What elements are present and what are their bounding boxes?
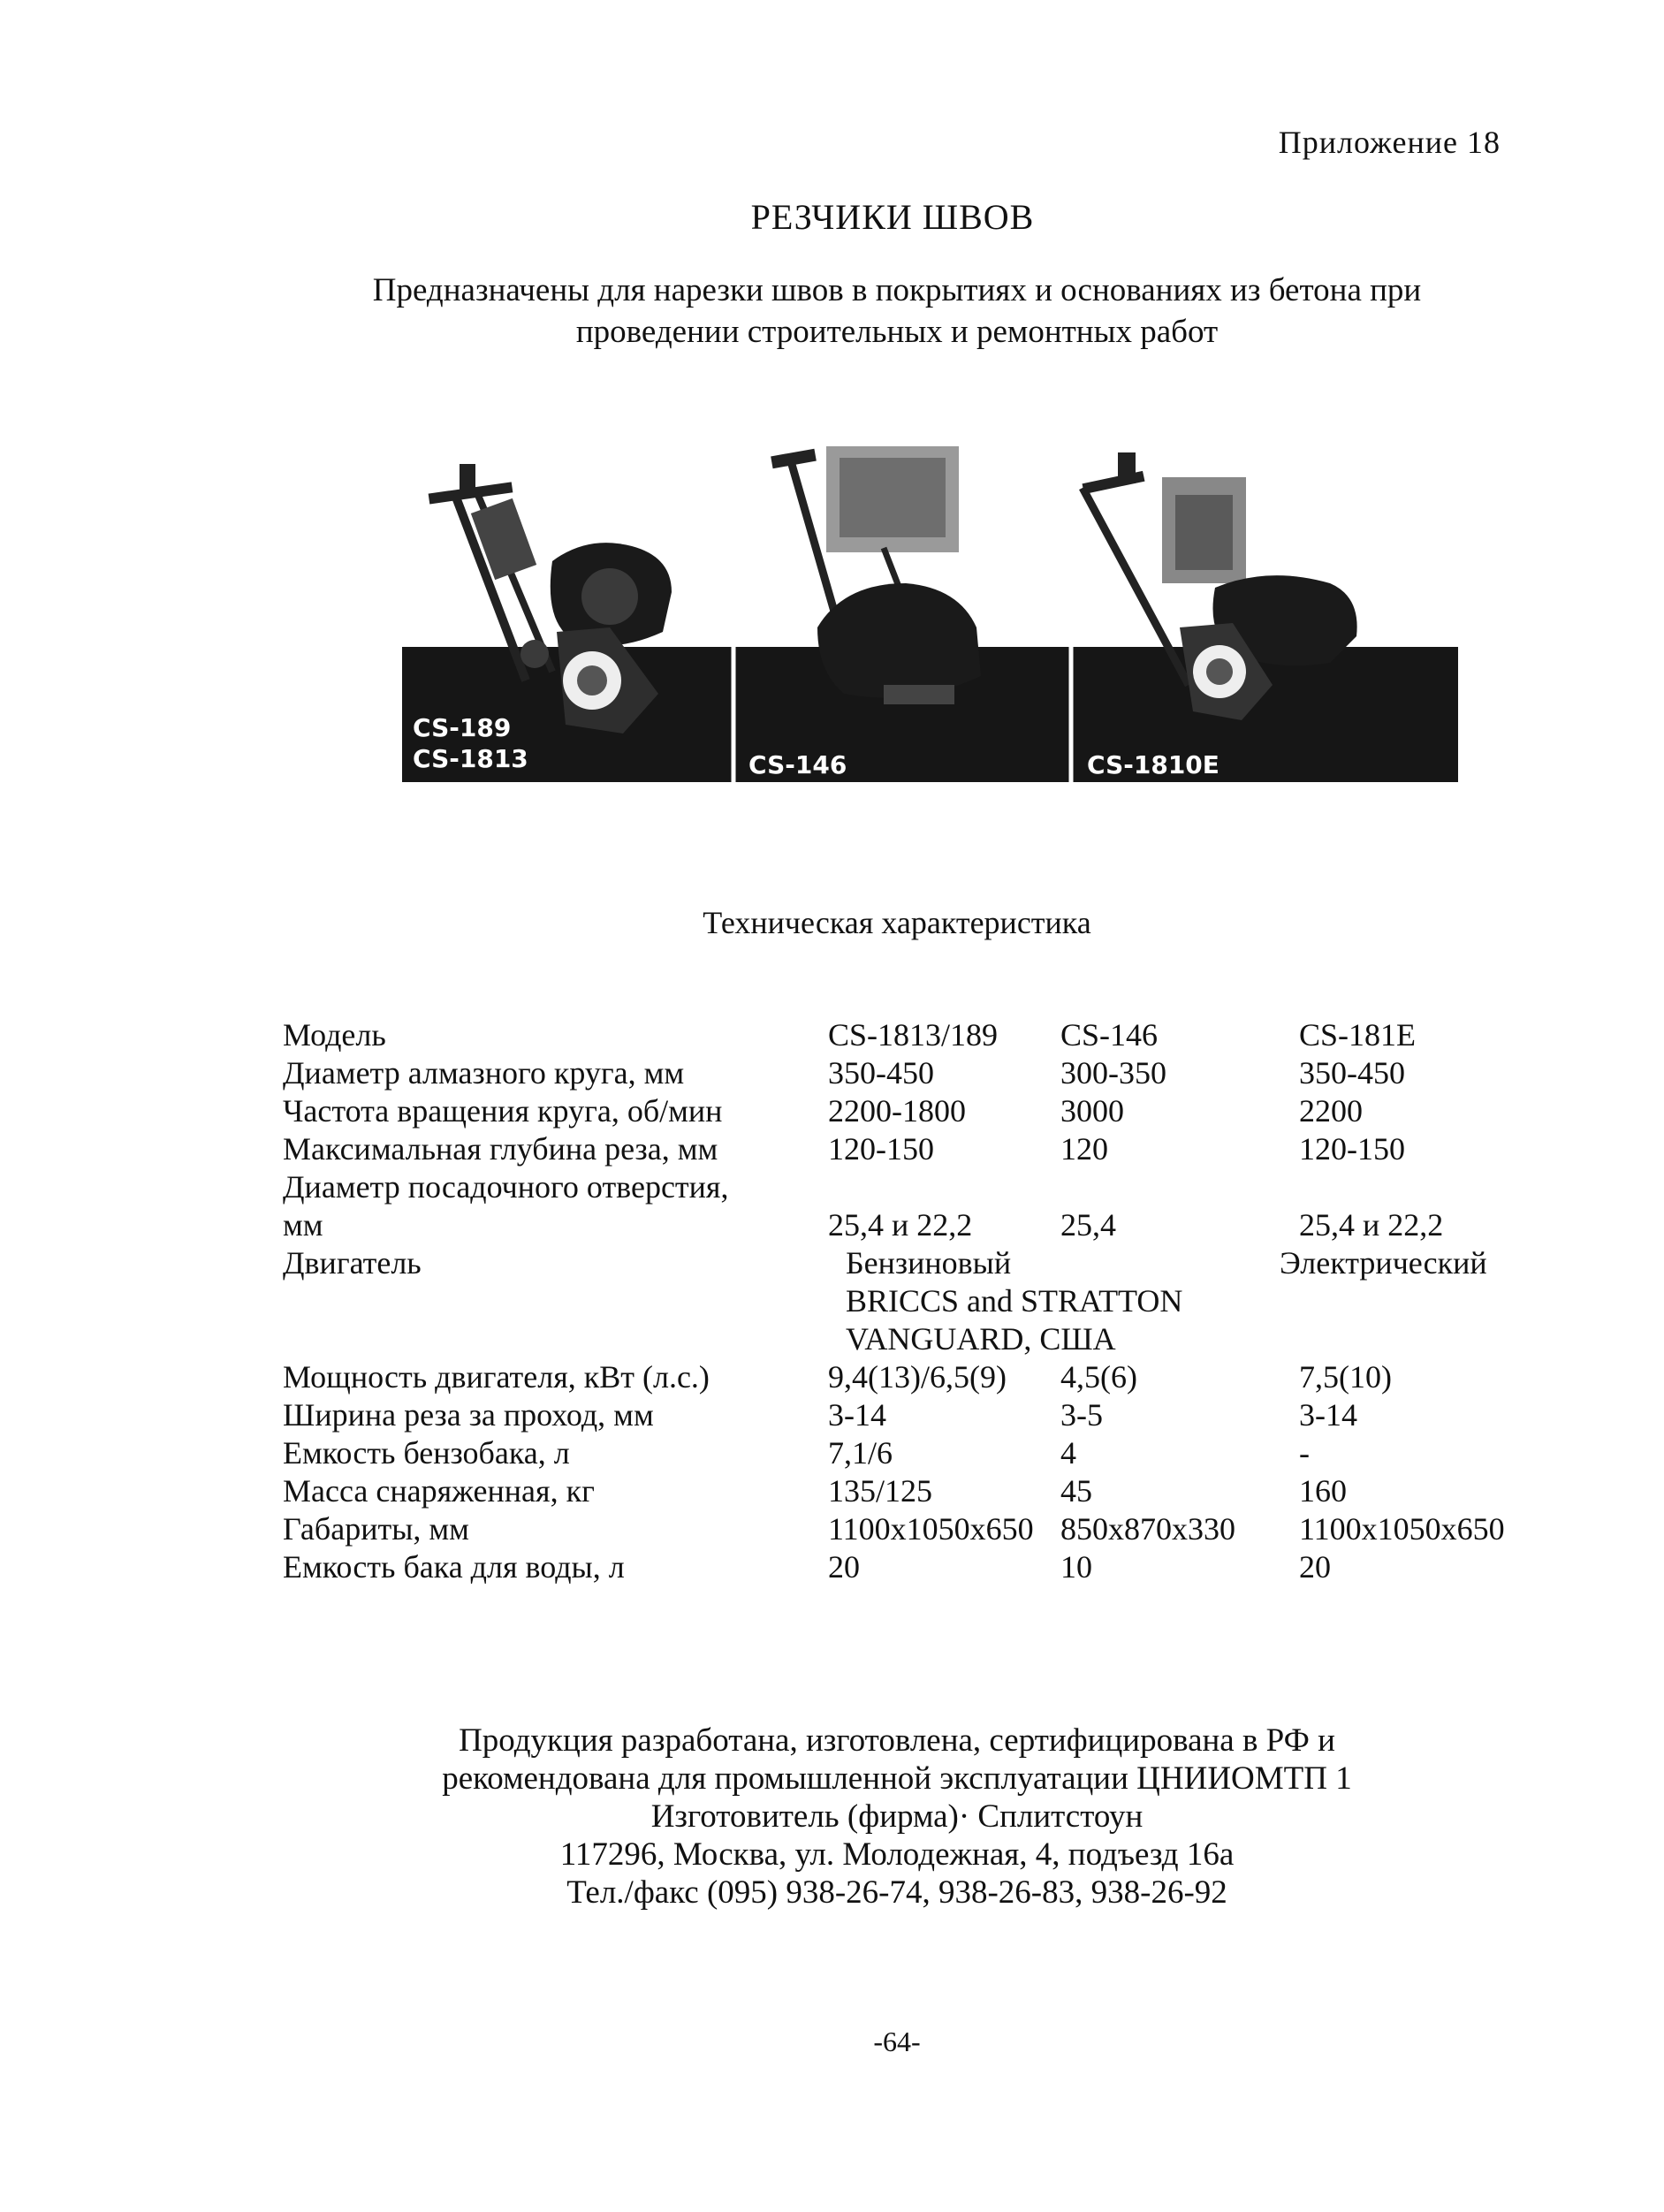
spec-value-2: 3-5 bbox=[1060, 1397, 1103, 1433]
label-cs-189: CS-189 bbox=[413, 713, 512, 742]
spec-value-3: 20 bbox=[1299, 1549, 1331, 1585]
spec-value-2: 300-350 bbox=[1060, 1055, 1166, 1091]
spec-value-1: 2200-1800 bbox=[828, 1093, 966, 1129]
spec-value-2: 850x870x330 bbox=[1060, 1511, 1235, 1547]
spec-value-1: 9,4(13)/6,5(9) bbox=[828, 1359, 1007, 1395]
page-title: РЕЗЧИКИ ШВОВ bbox=[750, 197, 1035, 237]
spec-value-1: 1100x1050x650 bbox=[828, 1511, 1034, 1547]
spec-label: Емкость бензобака, л bbox=[283, 1435, 570, 1471]
spec-value-1: 350-450 bbox=[828, 1055, 934, 1091]
spec-value-1: 3-14 bbox=[828, 1397, 886, 1433]
footer-line-4: 117296, Москва, ул. Молодежная, 4, подъезд 16а bbox=[559, 1836, 1235, 1873]
spec-value-3: 160 bbox=[1299, 1473, 1347, 1509]
spec-value-3: - bbox=[1299, 1435, 1310, 1471]
footer-line-1: Продукция разработана, изготовлена, сертифицирована в РФ и bbox=[459, 1722, 1335, 1759]
engine-brand-2: VANGUARD, США bbox=[846, 1321, 1116, 1357]
spec-value-2: 45 bbox=[1060, 1473, 1092, 1509]
spec-label: Диаметр посадочного отверстия, bbox=[283, 1169, 729, 1205]
spec-label: Частота вращения круга, об/мин bbox=[283, 1093, 723, 1129]
spec-value-3: 350-450 bbox=[1299, 1055, 1405, 1091]
spec-value-3: 2200 bbox=[1299, 1093, 1363, 1129]
spec-value-3: 7,5(10) bbox=[1299, 1359, 1392, 1395]
spec-title: Техническая характеристика bbox=[703, 905, 1091, 940]
spec-label: Емкость бака для воды, л bbox=[283, 1549, 625, 1585]
spec-value-3: 3-14 bbox=[1299, 1397, 1357, 1433]
spec-value-3: 1100x1050x650 bbox=[1299, 1511, 1505, 1547]
spec-value-1: 135/125 bbox=[828, 1473, 933, 1509]
engine-electric: Электрический bbox=[1280, 1245, 1487, 1281]
spec-value-2: 3000 bbox=[1060, 1093, 1124, 1129]
label-cs-146: CS-146 bbox=[748, 750, 847, 779]
spec-label: Масса снаряженная, кг bbox=[283, 1473, 595, 1509]
spec-value-2: 10 bbox=[1060, 1549, 1092, 1585]
spec-label: мм bbox=[283, 1207, 323, 1243]
spec-label: Ширина реза за проход, мм bbox=[283, 1397, 654, 1433]
purpose-line-2: проведении строительных и ремонтных работ bbox=[575, 314, 1219, 350]
spec-value-2: 4 bbox=[1060, 1435, 1076, 1471]
spec-value-1: 7,1/6 bbox=[828, 1435, 893, 1471]
spec-value-3: 25,4 и 22,2 bbox=[1299, 1207, 1444, 1243]
spec-model-1: CS-1813/189 bbox=[828, 1017, 999, 1053]
purpose-line-1: Предназначены для нарезки швов в покрытиях и основаниях из бетона при bbox=[372, 272, 1422, 308]
label-cs-1810e: CS-1810E bbox=[1087, 750, 1220, 779]
spec-label: Модель bbox=[283, 1017, 386, 1053]
spec-value-3: 120-150 bbox=[1299, 1131, 1405, 1167]
engine-petrol: Бензиновый bbox=[846, 1245, 1012, 1281]
spec-label: Двигатель bbox=[283, 1245, 422, 1281]
label-cs-1813: CS-1813 bbox=[413, 744, 528, 773]
footer-line-3: Изготовитель (фирма)· Сплитстоун bbox=[650, 1798, 1144, 1835]
engine-brand-1: BRICCS and STRATTON bbox=[846, 1283, 1183, 1319]
spec-model-3: CS-181E bbox=[1299, 1017, 1417, 1053]
appendix-label: Приложение 18 bbox=[1278, 125, 1501, 160]
page-number: -64- bbox=[873, 2026, 921, 2057]
cutters-photo bbox=[402, 442, 1458, 782]
spec-value-1: 120-150 bbox=[828, 1131, 934, 1167]
footer-line-2: рекомендована для промышленной эксплуатации ЦНИИОМТП 1 bbox=[442, 1760, 1352, 1797]
spec-label: Мощность двигателя, кВт (л.с.) bbox=[283, 1359, 710, 1395]
footer-line-5: Тел./факс (095) 938-26-74, 938-26-83, 938-26-92 bbox=[566, 1874, 1227, 1911]
spec-label: Диаметр алмазного круга, мм bbox=[283, 1055, 685, 1091]
spec-value-1: 25,4 и 22,2 bbox=[828, 1207, 973, 1243]
spec-value-2: 4,5(6) bbox=[1060, 1359, 1137, 1395]
spec-value-2: 25,4 bbox=[1060, 1207, 1116, 1243]
spec-label: Габариты, мм bbox=[283, 1511, 469, 1547]
spec-value-1: 20 bbox=[828, 1549, 860, 1585]
spec-model-2: CS-146 bbox=[1060, 1017, 1159, 1053]
manufacturer-info bbox=[0, 1722, 1664, 1912]
spec-label: Максимальная глубина реза, мм bbox=[283, 1131, 718, 1167]
purpose-text bbox=[0, 270, 1664, 353]
spec-value-2: 120 bbox=[1060, 1131, 1108, 1167]
